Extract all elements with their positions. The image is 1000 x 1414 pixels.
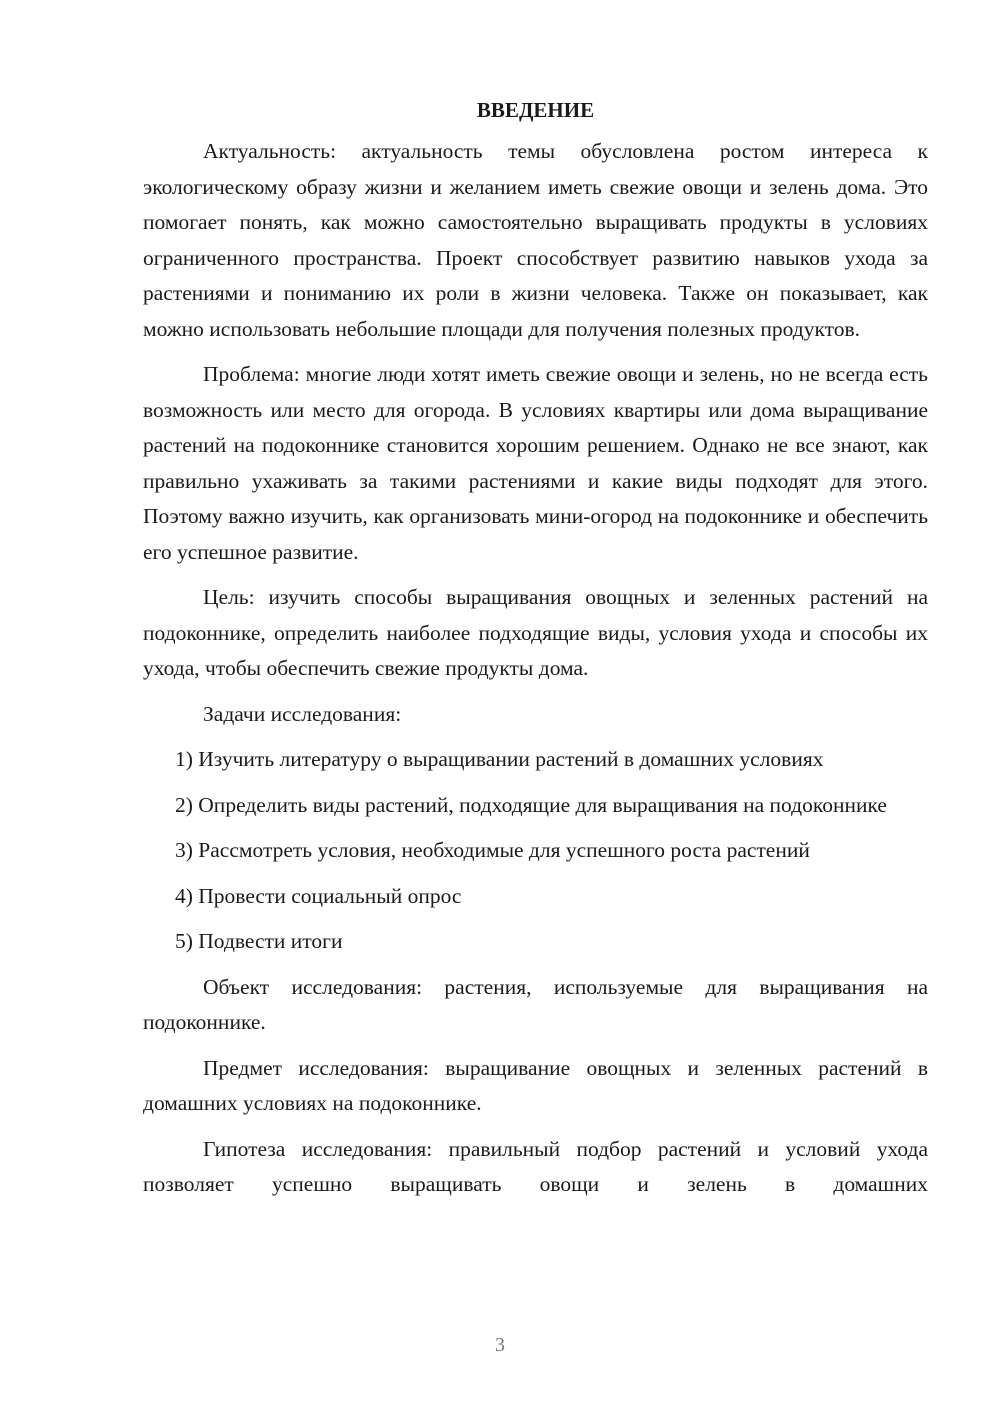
task-item-5: 5) Подвести итоги bbox=[175, 929, 343, 953]
paragraph-relevance: Актуальность: актуальность темы обусловлена ростом интереса к экологическому образу жизни и желанием иметь свежие овощи и зелень дома. Это помогает понять, как можно самостоятельно выращивать продукты в условиях ограниченного пространства. Проект способствует развитию навыков ухода за растениями и пониманию их роли в жизни человека. Также он показывает, как можно использовать небольшие площади для получения полезных продуктов. bbox=[143, 139, 928, 341]
paragraph-hypothesis: Гипотеза исследования: правильный подбор растений и условий ухода позволяет успешно выращивать овощи и зелень в домашних bbox=[143, 1136, 928, 1196]
paragraph-problem: Проблема: многие люди хотят иметь свежие овощи и зелень, но не всегда есть возможность или место для огорода. В условиях квартиры или дома выращивание растений на подоконнике становится хорошим решением. Однако не все знают, как правильно ухаживать за такими растениями и какие виды подходят для этого. Поэтому важно изучить, как организовать мини-огород на подоконнике и обеспечить его успешное развитие. bbox=[143, 362, 928, 564]
task-item-3: 3) Рассмотреть условия, необходимые для успешного роста растений bbox=[175, 838, 810, 862]
section-heading: ВВЕДЕНИЕ bbox=[476, 98, 595, 122]
paragraph-object: Объект исследования: растения, используемые для выращивания на подоконнике. bbox=[143, 974, 928, 1034]
task-item-2: 2) Определить виды растений, подходящие для выращивания на подоконнике bbox=[175, 792, 887, 817]
task-item-4: 4) Провести социальный опрос bbox=[175, 883, 462, 908]
task-item-1: 1) Изучить литературу о выращивании растений в домашних условиях bbox=[175, 747, 824, 771]
paragraph-goal: Цель: изучить способы выращивания овощных и зеленных растений на подоконнике, определить наиболее подходящие виды, условия ухода и способы их ухода, чтобы обеспечить свежие продукты дома. bbox=[143, 585, 928, 680]
document-page bbox=[143, 96, 928, 1213]
page-number: 3 bbox=[495, 1334, 505, 1356]
paragraph-subject: Предмет исследования: выращивание овощных и зеленных растений в домашних условиях на подоконнике. bbox=[143, 1055, 928, 1115]
tasks-heading: Задачи исследования: bbox=[203, 701, 402, 726]
